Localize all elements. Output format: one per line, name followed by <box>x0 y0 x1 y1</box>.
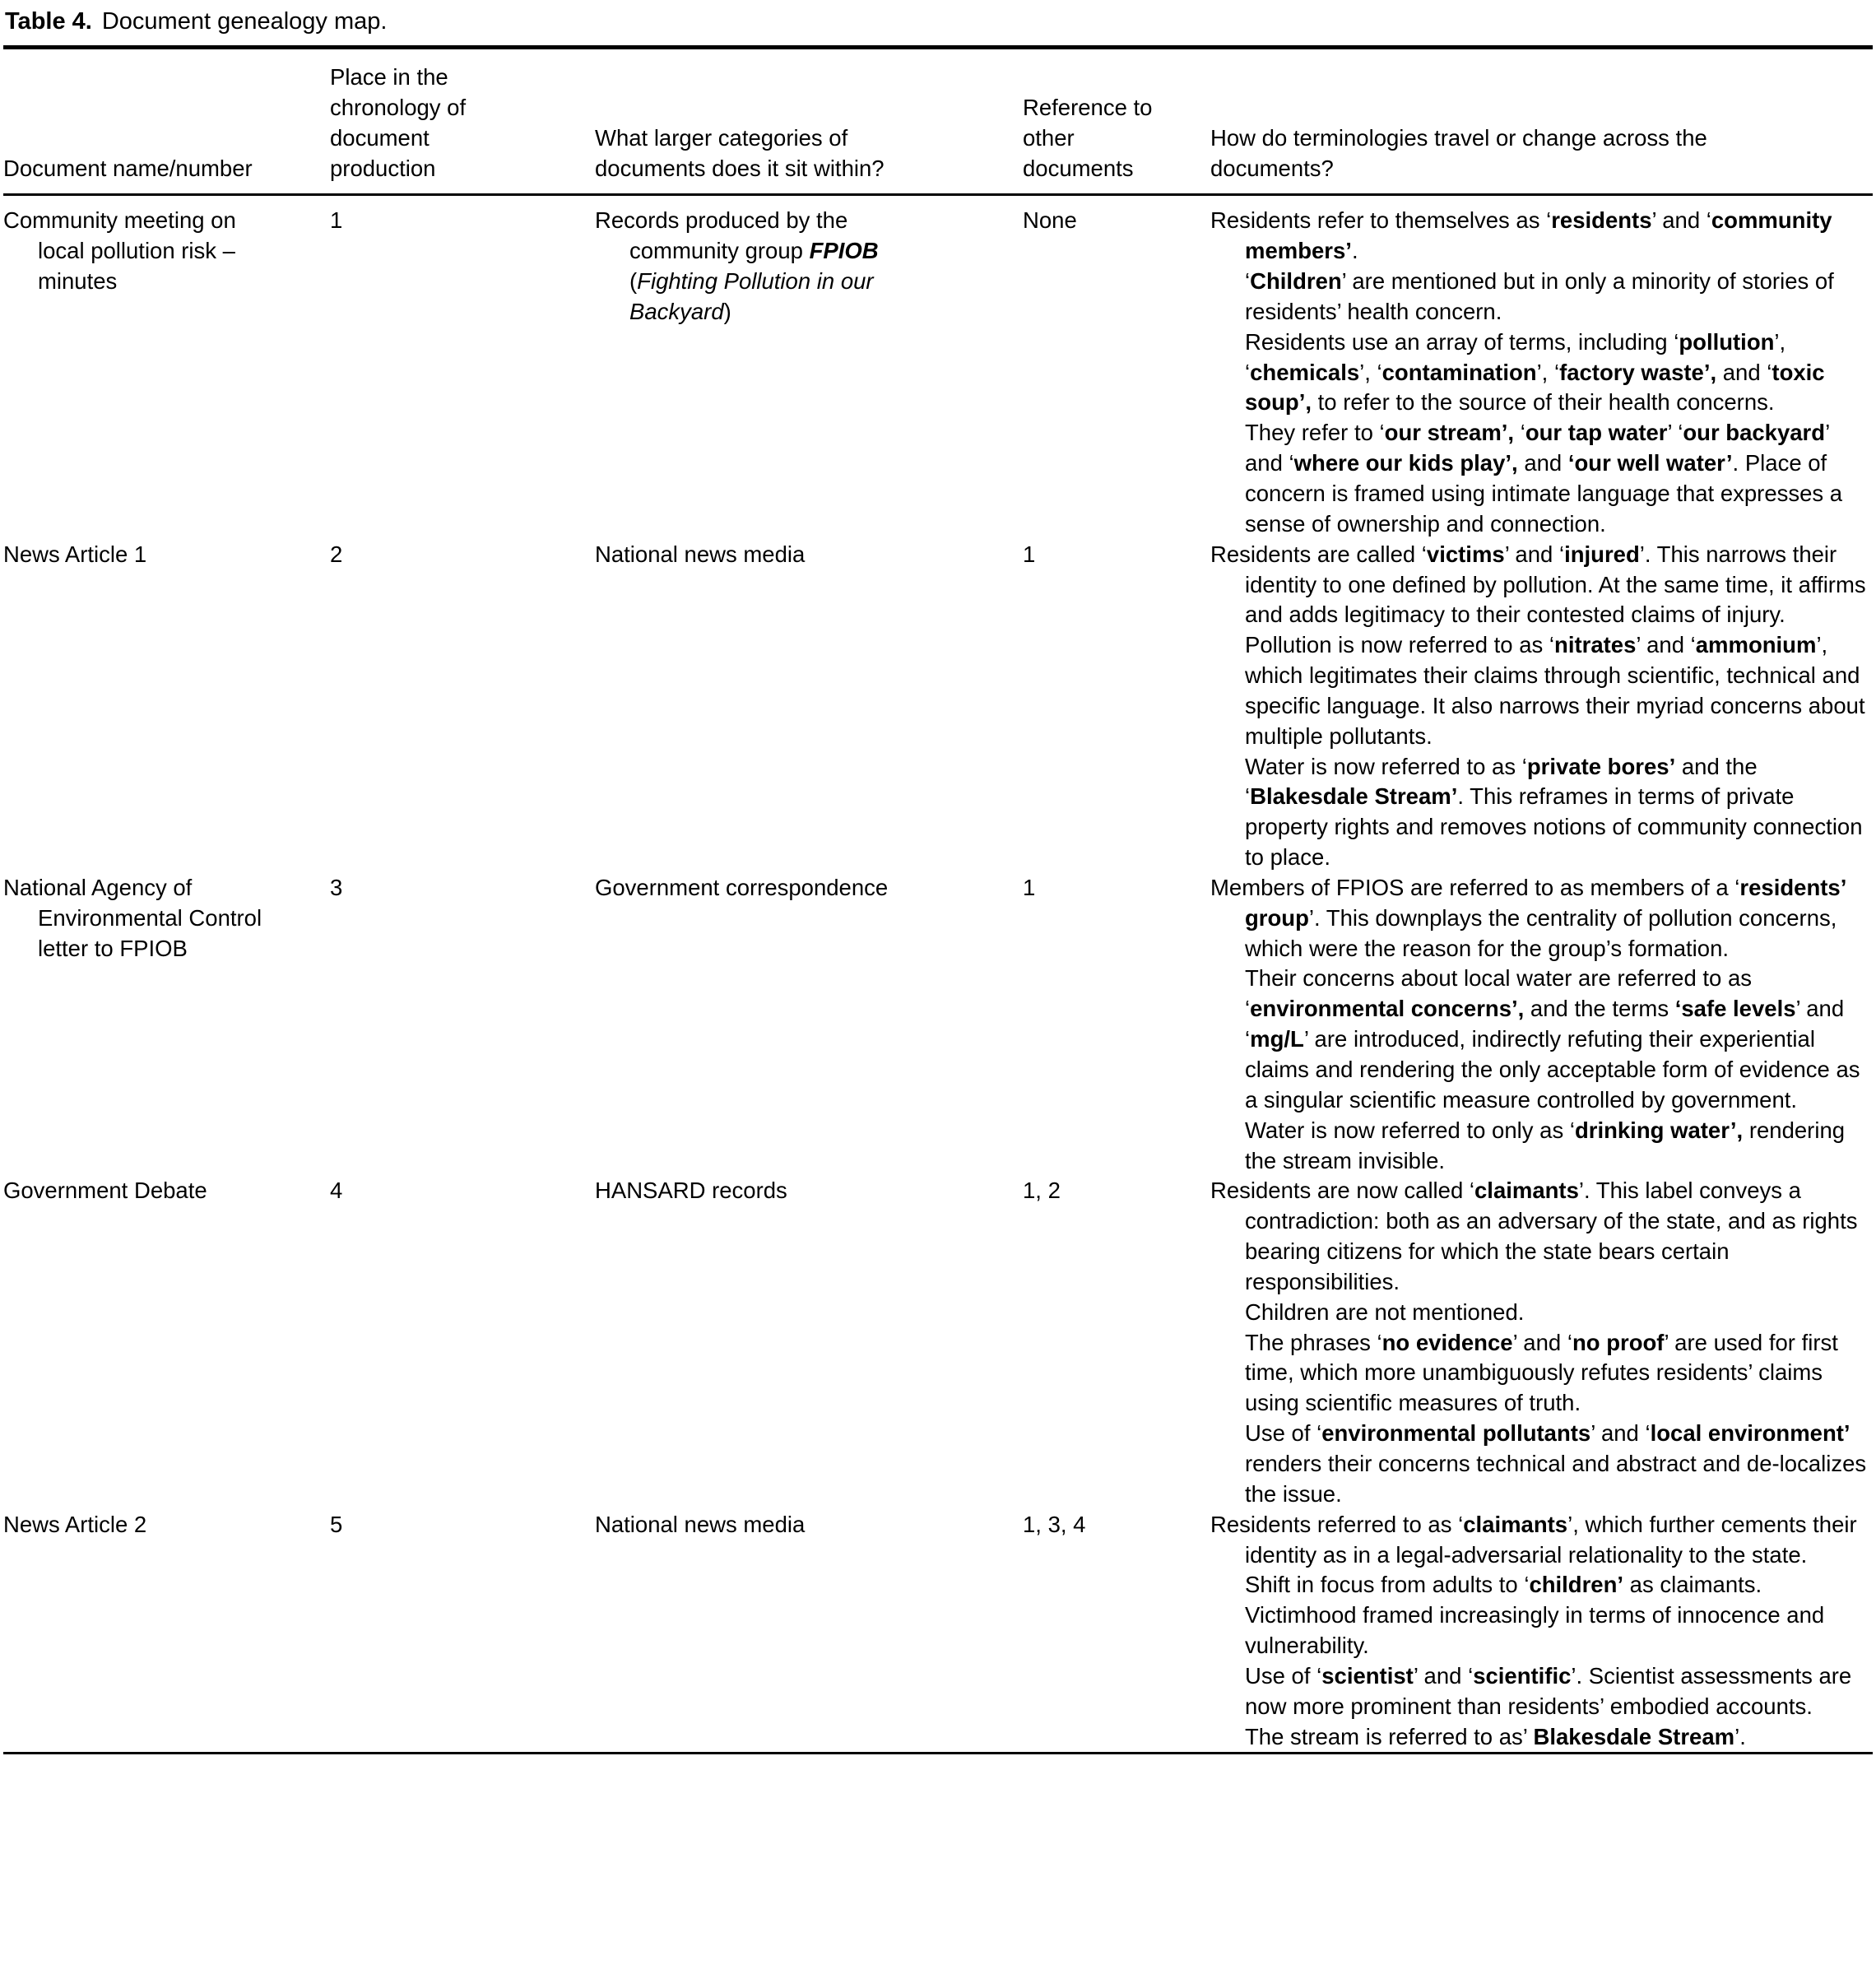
cell-document-name <box>3 1176 330 1509</box>
cell-document-name <box>3 873 330 1176</box>
rich-paragraph: Children are not mentioned. <box>1245 1298 1525 1325</box>
column-header-terminology: How do terminologies travel or change across the documents? <box>1210 48 1873 195</box>
category-text <box>595 1176 924 1206</box>
cell-document-name <box>3 540 330 873</box>
document-name-text: National Agency of Environmental Control letter to FPIOB <box>3 874 262 961</box>
genealogy-table <box>3 45 1873 1754</box>
rich-paragraph: Government correspondence <box>595 874 889 900</box>
rich-paragraph: Their concerns about local water are referred to as ‘environmental concerns’, and the terms ‘safe levels’ and ‘mg/L’ are introduced, indirectly refuting their experiential claims and rendering the only acceptable form of evidence as a singular scientific measure controlled by government. <box>1245 965 1860 1113</box>
rich-paragraph: ‘Children’ are mentioned but in only a minority of stories of residents’ health concern. <box>1245 268 1834 324</box>
terminology-text <box>1210 873 1871 1176</box>
cell-category <box>595 1176 1023 1509</box>
terminology-text <box>1210 1176 1871 1509</box>
column-header-category: What larger categories of documents does it sit within? <box>595 48 1023 195</box>
category-text <box>595 873 924 904</box>
cell-category <box>595 195 1023 540</box>
rich-paragraph: Members of FPIOS are referred to as members of a ‘residents’ group’. This downplays the centrality of pollution concerns, which were the reason for the group’s formation. <box>1210 874 1846 961</box>
cell-reference: 1, 2 <box>1023 1178 1061 1204</box>
cell-reference: None <box>1023 207 1077 234</box>
cell-category <box>595 1510 1023 1754</box>
table-caption-label: Table 4. <box>5 8 92 35</box>
table-caption-text: Document genealogy map. <box>101 8 388 35</box>
cell-category <box>595 540 1023 873</box>
cell-terminology <box>1210 540 1873 873</box>
rich-paragraph: Residents are called ‘victims’ and ‘injured’. This narrows their identity to one defined by pollution. At the same time, it affirms and adds legitimacy to their contested claims of injury. <box>1210 541 1866 628</box>
rich-paragraph: Water is now referred to as ‘private bores’ and the ‘Blakesdale Stream’. This reframes in terms of private property rights and removes notions of community connection to place. <box>1245 753 1863 871</box>
rich-paragraph: Use of ‘scientist’ and ‘scientific’. Scientist assessments are now more prominent than residents’ embodied accounts. <box>1245 1662 1852 1719</box>
rich-paragraph: Victimhood framed increasingly in terms of innocence and vulnerability. <box>1245 1602 1825 1659</box>
cell-reference: 1 <box>1023 541 1036 567</box>
cell-document-name <box>3 195 330 540</box>
category-text <box>595 206 924 327</box>
rich-paragraph: The phrases ‘no evidence’ and ‘no proof’ are used for first time, which more unambiguously refutes residents’ claims using scientific measures of truth. <box>1245 1329 1838 1416</box>
cell-terminology <box>1210 873 1873 1176</box>
table-row <box>3 1510 1873 1754</box>
terminology-text <box>1210 540 1871 873</box>
table-body <box>3 195 1873 1754</box>
document-name-text: Government Debate <box>3 1178 207 1204</box>
rich-paragraph: Records produced by the community group FPIOB (Fighting Pollution in our Backyard) <box>595 207 879 324</box>
document-name-text: News Article 2 <box>3 1511 147 1537</box>
column-header-reference: Reference to other documents <box>1023 48 1210 195</box>
cell-terminology <box>1210 1176 1873 1509</box>
cell-terminology <box>1210 195 1873 540</box>
rich-paragraph: Water is now referred to only as ‘drinking water’, rendering the stream invisible. <box>1245 1117 1846 1173</box>
rich-paragraph: Shift in focus from adults to ‘children’ as claimants. <box>1245 1572 1762 1598</box>
rich-paragraph: HANSARD records <box>595 1178 787 1204</box>
table-row <box>3 540 1873 873</box>
cell-reference: 1, 3, 4 <box>1023 1511 1086 1537</box>
rich-paragraph: The stream is referred to as’ Blakesdale Stream’. <box>1245 1723 1746 1749</box>
cell-chronology: 4 <box>330 1178 343 1204</box>
column-header-document-name: Document name/number <box>3 48 330 195</box>
cell-category <box>595 873 1023 1176</box>
document-name-text: Community meeting on local pollution risk – minutes <box>3 207 236 295</box>
rich-paragraph: Pollution is now referred to as ‘nitrates’ and ‘ammonium’, which legitimates their claims through scientific, technical and specific language. It also narrows their myriad concerns about multiple pollutants. <box>1245 632 1865 749</box>
terminology-text <box>1210 206 1871 539</box>
table-caption <box>5 8 1873 35</box>
table-header <box>3 48 1873 195</box>
rich-paragraph: National news media <box>595 541 806 567</box>
rich-paragraph: Residents referred to as ‘claimants’, which further cements their identity as in a legal-adversarial relationality to the state. <box>1210 1511 1857 1568</box>
terminology-text <box>1210 1510 1871 1753</box>
cell-terminology <box>1210 1510 1873 1754</box>
rich-paragraph: They refer to ‘our stream’, ‘our tap water’ ‘our backyard’ and ‘where our kids play’, and ‘our well water’. Place of concern is framed using intimate language that expresses a sense of ownership and connection. <box>1245 420 1843 537</box>
rich-paragraph: National news media <box>595 1511 806 1537</box>
cell-chronology: 1 <box>330 207 343 234</box>
table-row <box>3 195 1873 540</box>
cell-reference: 1 <box>1023 874 1036 900</box>
column-header-chronology: Place in the chronology of document production <box>330 48 595 195</box>
category-text <box>595 540 924 570</box>
category-text <box>595 1510 924 1540</box>
rich-paragraph: Residents are now called ‘claimants’. This label conveys a contradiction: both as an adversary of the state, and as rights bearing citizens for which the state bears certain responsibilities. <box>1210 1178 1858 1294</box>
rich-paragraph: Residents use an array of terms, including ‘pollution’, ‘chemicals’, ‘contamination’, ‘factory waste’, and ‘toxic soup’, to refer to the source of their health concerns. <box>1245 328 1825 416</box>
cell-chronology: 5 <box>330 1511 343 1537</box>
header-row <box>3 48 1873 195</box>
rich-paragraph: Use of ‘environmental pollutants’ and ‘local environment’ renders their concerns technical and abstract and de-localizes the issue. <box>1245 1420 1867 1507</box>
table-row <box>3 873 1873 1176</box>
cell-chronology: 2 <box>330 541 343 567</box>
cell-document-name <box>3 1510 330 1754</box>
document-name-text: News Article 1 <box>3 541 147 567</box>
table-row <box>3 1176 1873 1509</box>
cell-chronology: 3 <box>330 874 343 900</box>
rich-paragraph: Residents refer to themselves as ‘residents’ and ‘community members’. <box>1210 207 1832 264</box>
